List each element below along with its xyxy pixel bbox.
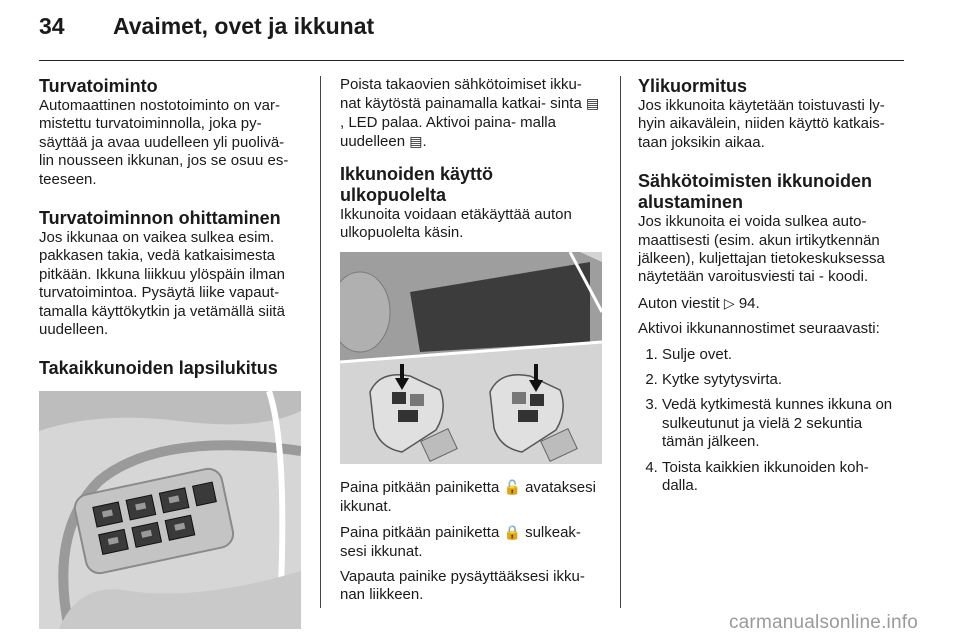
- heading-ulkopuolelta: Ikkunoiden käyttö ulkopuolelta: [340, 163, 494, 205]
- key-unlock-icon: 🔓: [503, 479, 521, 496]
- door-switch-drawing: [39, 391, 301, 629]
- header-rule: [39, 60, 904, 61]
- key-lock-icon: 🔒: [503, 524, 521, 541]
- column-middle: [340, 76, 602, 612]
- paragraph-ohittaminen: Jos ikkunaa on vaikea sulkea esim. pakkasen takia, vedä katkaisimesta pitkään. Ikkuna liikkuu ylöspäin ilman turvatoimintoa. Pysäytä liike vapaut- tamalla käyttökytkin ja vetämällä siitä uudelleen.: [39, 229, 285, 339]
- heading-lapsilukitus: Takaikkunoiden lapsilukitus: [39, 358, 278, 379]
- paragraph-alustaminen: Jos ikkunoita ei voida sulkea auto- maattisesti (esim. akun irtikytkennän jälkeen), kuljettajan tietokeskuksessa näytetään varoitusviesti tai - koodi.: [638, 213, 885, 286]
- list-item: 4. Toista kaikkien ikkunoiden koh- dalla.: [662, 459, 904, 496]
- paragraph-aktivoi: Aktivoi ikkunannostimet seuraavasti:: [638, 320, 880, 338]
- list-item: 1. Sulje ovet.: [662, 346, 904, 364]
- paragraph-ulkopuolelta: Ikkunoita voidaan etäkäyttää auton ulkopuolelta käsin.: [340, 205, 572, 242]
- heading-alustaminen: Sähkötoimisten ikkunoiden alustaminen: [638, 171, 873, 213]
- column-divider-2: [620, 76, 621, 608]
- page-ref-icon: ▷: [723, 294, 735, 311]
- paragraph-viestit[interactable]: Auton viestit ▷ 94.: [638, 294, 760, 312]
- paragraph-avataksesi: Paina pitkään painiketta 🔓 avataksesi ikkunat.: [340, 479, 596, 515]
- list-item: 3. Vedä kytkimestä kunnes ikkuna on sulkeutunut ja vielä 2 sekuntia tämän jälkeen.: [662, 396, 904, 451]
- window-lock-icon: ▤: [409, 133, 423, 150]
- list-item: 2. Kytke sytytysvirta.: [662, 371, 904, 389]
- remote-key-drawing: [340, 252, 602, 464]
- paragraph-poista: Poista takaovien sähkötoimiset ikku- nat käytöstä painamalla katkai- sinta ▤, LED palaa. Aktivoi paina- malla uudelleen ▤.: [340, 76, 600, 151]
- remote-key-illustration: [340, 252, 602, 464]
- page-number: 34: [39, 13, 65, 39]
- window-lock-icon: ▤: [585, 95, 600, 112]
- watermark: carmanualsonline.info: [728, 612, 918, 633]
- heading-ohittaminen: Turvatoiminnon ohittaminen: [39, 208, 281, 229]
- paragraph-sulkeaksesi: Paina pitkään painiketta 🔒 sulkeak- sesi ikkunat.: [340, 524, 581, 560]
- door-switch-illustration: [39, 391, 301, 629]
- column-left: [39, 76, 303, 629]
- column-right: [638, 76, 904, 503]
- paragraph-vapauta: Vapauta painike pysäyttääksesi ikku- nan liikkeen.: [340, 568, 585, 604]
- heading-ylikuormitus: Ylikuormitus: [638, 76, 748, 96]
- steps-list: [638, 346, 904, 496]
- column-divider: [320, 76, 321, 608]
- paragraph-ylikuormitus: Jos ikkunoita käytetään toistuvasti ly- hyin aikavälein, niiden käyttö katkais- taan joksikin aikaa.: [638, 97, 885, 151]
- paragraph-turvatoiminto: Automaattinen nostotoiminto on var- mistettu turvatoiminnolla, joka py- säyttää ja avaa uudelleen yli puolivä- lin nousseen ikkunan, jos se osuu es- teeseen.: [39, 97, 289, 188]
- page-title: Avaimet, ovet ja ikkunat: [113, 13, 375, 39]
- heading-turvatoiminto: Turvatoiminto: [39, 76, 158, 96]
